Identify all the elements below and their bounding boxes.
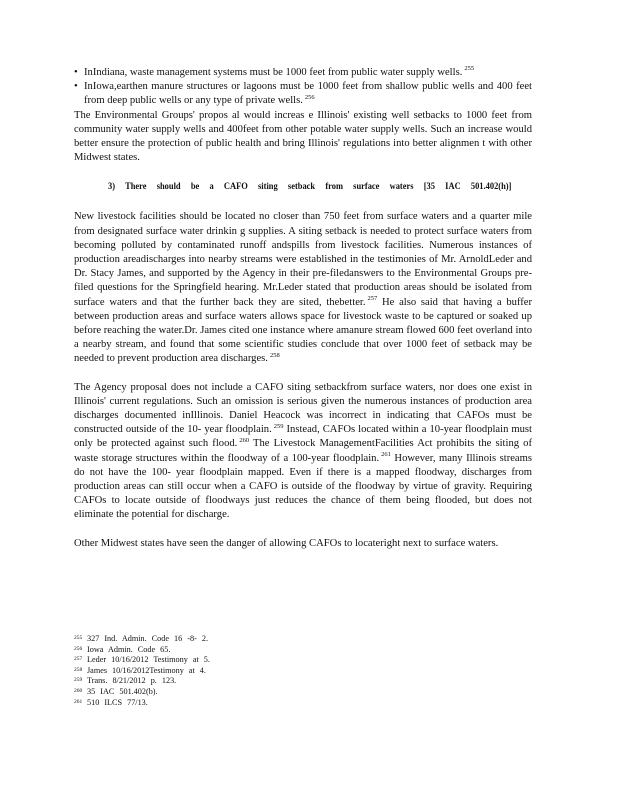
bullet-list [74, 66, 532, 109]
paragraph-surface-setback [74, 210, 532, 366]
footnote-ref[interactable]: 257 [367, 295, 378, 303]
footnote-ref[interactable]: 260 [239, 436, 250, 444]
paragraph-text: Instead, CAFOs located within a 10-year floodplain must only be protected against such flood. [74, 424, 532, 450]
footnote [74, 634, 210, 645]
bullet-text: InIndiana, waste management systems must be 1000 feet from public water supply wells. [84, 67, 463, 78]
footnote-mark: 259 [74, 677, 83, 684]
footnote [74, 698, 210, 709]
footnote-ref[interactable]: 261 [381, 451, 391, 459]
footnote-text: 35 IAC 501.402(b). [87, 686, 158, 696]
bullet-item [74, 80, 532, 108]
bullet-item [74, 66, 532, 80]
footnote-ref[interactable]: 255 [464, 65, 475, 73]
footnote-text: 327 Ind. Admin. Code 16 -8- 2. [87, 634, 209, 643]
paragraph-well-setbacks: The Environmental Groups' propos al would increas e Illinois' existing well setbacks to 1000 feet from community water supply wells and 400feet from other potable water supply wells. Such an increase would better ensure the protection of public health and bring Illinois' regulations into better alignmen t with other Midwest states. [74, 109, 532, 164]
bullet-text: InIowa,earthen manure structures or lagoons must be 1000 feet from shallow public wells and 400 feet from deep public wells or any type of private wells. [84, 81, 532, 107]
paragraph-text: He also said that having a buffer between production areas and surface waters allows space for livestock waste to be captured or soaked up before reaching the water.Dr. James cited one instance where amanure stream flowed 600 feet overland into a nearby stream, and found that some scientific studies conclude that over 1000 feet of setback may be needed to prevent production area discharges. [74, 296, 533, 365]
footnote [74, 676, 210, 687]
footnote-ref[interactable]: 259 [273, 422, 284, 430]
paragraph-text: The Livestock ManagementFacilities Act prohibits the siting of waste storage structures within the floodway of a 100-year floodplain. [74, 438, 532, 464]
paragraph-agency-proposal [74, 381, 532, 523]
footnote-text: Trans. 8/21/2012 p. 123. [87, 676, 177, 686]
bullet-dot-icon: • [74, 81, 78, 93]
footnote-text: 510 ILCS 77/13. [87, 697, 148, 707]
paragraph-text: New livestock facilities should be located no closer than 750 feet from surface waters and a quarter mile from designated surface water drinkin g supplies. A siting setback is needed to protect surface waters from becoming polluted by contaminated runoff andspills from livestock facilities. Numerous instances of production areadischarges into nearby streams were established in the testimonies of Mr. ArnoldLeder and Dr. Stacy James, and supported by the Agency in their pre-filedanswers to the Environmental Groups pre-filed questions for the Springfield hearing. Mr.Leder stated that production areas should be isolated from surface waters and that the further back they are sited, thebetter. [74, 211, 532, 308]
footnote [74, 655, 210, 666]
footnote-text: Leder 10/16/2012 Testimony at 5. [87, 655, 210, 665]
paragraph-text: However, many Illinois streams do not have the 100- year floodplain mapped. Even if there is a mapped floodway, discharges from production areas can still occur when a CAFO is outside of the floodway by virtue of gravity. Requiring CAFOs to locate outside of floodways just reduces the chance of them being flooded, but does not eliminate the potential for discharge. [74, 452, 532, 521]
footnote-text: James 10/16/2012Testimony at 4. [87, 665, 206, 675]
footnote-mark: 257 [74, 656, 83, 663]
footnote-ref[interactable]: 256 [304, 93, 315, 101]
section-heading: 3) There should be a CAFO siting setback from surface waters [35 IAC 501.402(h)] [108, 182, 512, 193]
footnote [74, 666, 210, 677]
footnote [74, 687, 210, 698]
footnote-ref[interactable]: 258 [269, 351, 280, 359]
footnote [74, 645, 210, 656]
footnote-mark: 256 [74, 645, 83, 652]
paragraph-text: The Agency proposal does not include a CAFO siting setbackfrom surface waters, nor does one exist in Illinois' current regulations. Such an omission is serious given the numerous instances of production area discharges documented inIllinois. Daniel Heacock was incorrect in indicating that CAFOs must be constructed outside of the 10- year floodplain. [74, 381, 532, 436]
paragraph-midwest: Other Midwest states have seen the danger of allowing CAFOs to locateright next to surface waters. [74, 537, 499, 549]
footnote-mark: 255 [74, 635, 83, 641]
bullet-dot-icon: • [74, 67, 78, 78]
footnote-text: Iowa Admin. Code 65. [87, 644, 171, 654]
footnotes [74, 634, 210, 708]
footnote-mark: 261 [74, 698, 83, 705]
footnote-mark: 260 [74, 687, 83, 694]
footnote-mark: 258 [74, 666, 83, 673]
